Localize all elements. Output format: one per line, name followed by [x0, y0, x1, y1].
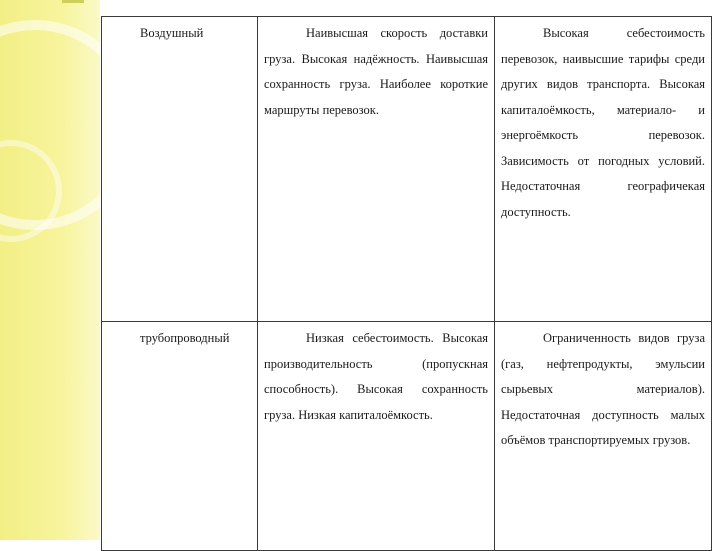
table-row: [102, 17, 712, 322]
decorative-top-mark: [62, 0, 84, 3]
transport-name-cell: трубопроводный: [102, 322, 258, 551]
decorative-side-band: [0, 0, 100, 540]
disadvantages-cell: Ограниченность видов груза (газ, нефтепродукты, эмульсии сырьевых материалов). Недостаточная доступность малых объёмов транспортируемых грузов.: [495, 322, 712, 551]
disadvantages-cell: Высокая себестоимость перевозок, наивысшие тарифы среди других видов транспорта. Высокая капиталоёмкость, материало- и энергоёмкость перевозок. Зависимость от погодных условий. Недостаточная географичекая доступность.: [495, 17, 712, 322]
advantages-cell: Низкая себестоимость. Высокая производительность (пропускная способность). Высокая сохранность груза. Низкая капиталоёмкость.: [258, 322, 495, 551]
transport-comparison-table: [101, 16, 712, 551]
advantages-cell: Наивысшая скорость доставки груза. Высокая надёжность. Наивысшая сохранность груза. Наиболее короткие маршруты перевозок.: [258, 17, 495, 322]
transport-name-cell: Воздушный: [102, 17, 258, 322]
table-row: [102, 322, 712, 551]
